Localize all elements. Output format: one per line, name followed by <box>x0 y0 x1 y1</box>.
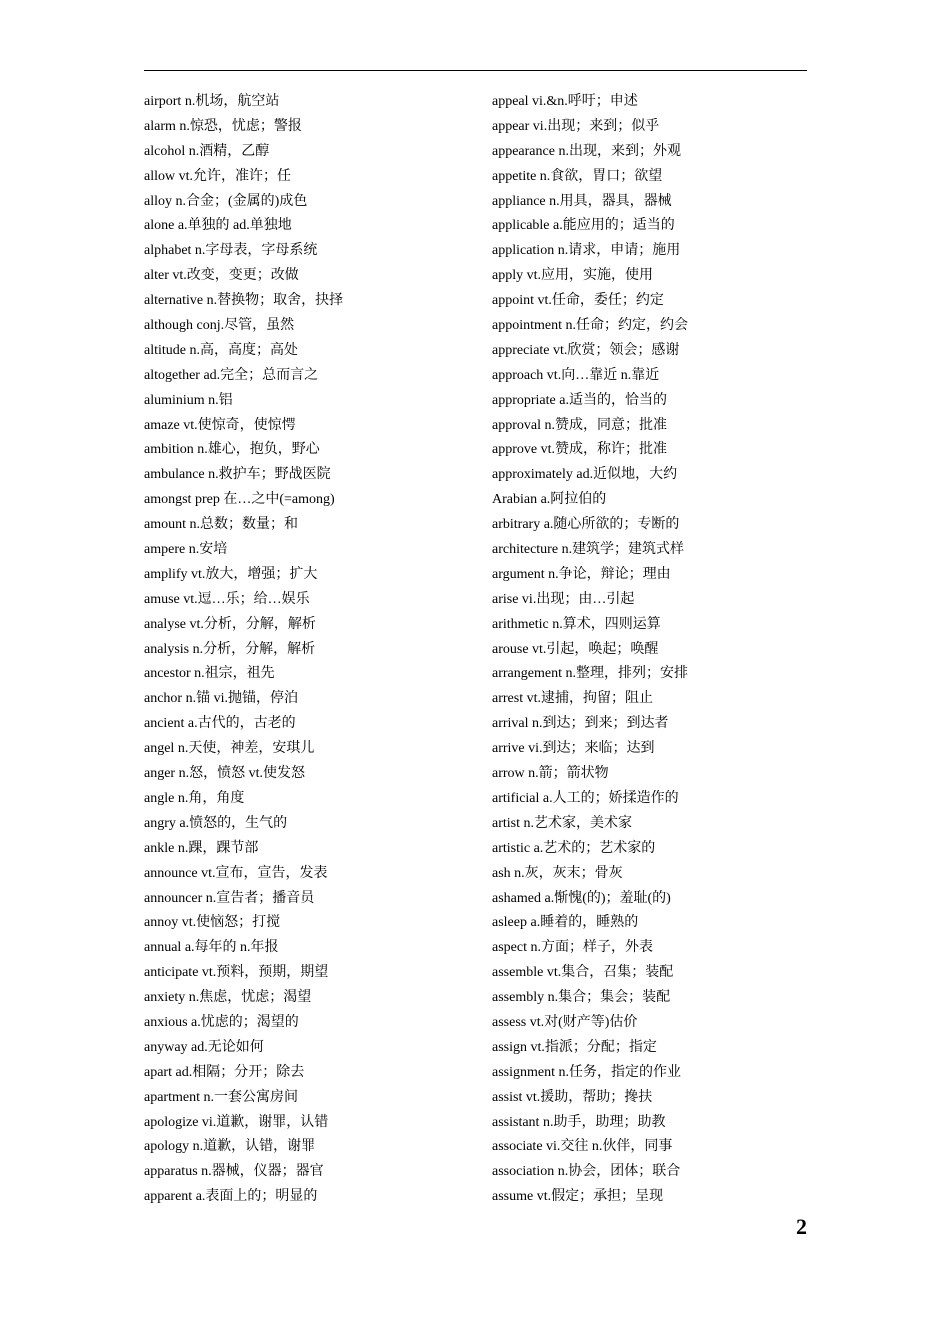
vocabulary-entry: architecture n.建筑学；建筑式样 <box>492 542 685 558</box>
vocabulary-entry: appreciate vt.欣赏；领会；感谢 <box>492 342 680 358</box>
vocabulary-entry: arbitrary a.随心所欲的；专断的 <box>492 517 680 533</box>
vocabulary-entry: angle n.角，角度 <box>144 790 245 806</box>
vocabulary-entry: assign vt.指派；分配；指定 <box>492 1039 657 1055</box>
vocabulary-entry: arrival n.到达；到来；到达者 <box>492 716 669 732</box>
vocabulary-entry: altogether ad.完全；总而言之 <box>144 367 319 383</box>
vocabulary-entry: ash n.灰，灰末；骨灰 <box>492 865 623 881</box>
vocabulary-entry: artistic a.艺术的；艺术家的 <box>492 840 656 856</box>
vocabulary-entry: announcer n.宣告者；播音员 <box>144 890 315 906</box>
vocabulary-entry: ankle n.踝，踝节部 <box>144 840 259 856</box>
vocabulary-entry: anyway ad.无论如何 <box>144 1039 264 1055</box>
vocabulary-entry: arrangement n.整理，排列；安排 <box>492 666 688 682</box>
vocabulary-entry: Arabian a.阿拉伯的 <box>492 492 607 508</box>
vocabulary-entry: amaze vt.使惊奇，使惊愕 <box>144 417 296 433</box>
vocabulary-entry: arrest vt.逮捕，拘留；阻止 <box>492 691 653 707</box>
vocabulary-entry: assist vt.援助，帮助；搀扶 <box>492 1089 653 1105</box>
vocabulary-entry: alternative n.替换物；取舍，抉择 <box>144 293 344 309</box>
vocabulary-entry: anxious a.忧虑的；渴望的 <box>144 1014 299 1030</box>
vocabulary-entry: apartment n.一套公寓房间 <box>144 1089 298 1105</box>
vocabulary-entry: assembly n.集合；集会；装配 <box>492 990 671 1006</box>
vocabulary-entry: arrive vi.到达；来临；达到 <box>492 741 655 757</box>
vocabulary-entry: application n.请求，申请；施用 <box>492 243 681 259</box>
vocabulary-entry: argument n.争论，辩论；理由 <box>492 566 671 582</box>
vocabulary-entry: apparatus n.器械，仪器；器官 <box>144 1164 324 1180</box>
vocabulary-entry: artificial a.人工的；娇揉造作的 <box>492 790 679 806</box>
vocabulary-entry: approach vt.向…靠近 n.靠近 <box>492 367 660 383</box>
vocabulary-entry: apparent a.表面上的；明显的 <box>144 1189 318 1205</box>
vocabulary-entry: alloy n.合金；(金属的)成色 <box>144 193 308 209</box>
vocabulary-entry: arouse vt.引起，唤起；唤醒 <box>492 641 659 657</box>
vocabulary-entry: approximately ad.近似地，大约 <box>492 467 678 483</box>
vocabulary-entry: altitude n.高，高度；高处 <box>144 342 298 358</box>
vocabulary-entry: ancestor n.祖宗，祖先 <box>144 666 275 682</box>
vocabulary-entry: assignment n.任务，指定的作业 <box>492 1064 681 1080</box>
vocabulary-entry: anger n.怒，愤怒 vt.使发怒 <box>144 766 305 782</box>
vocabulary-entry: ampere n.安培 <box>144 542 228 558</box>
vocabulary-entry: assess vt.对(财产等)估价 <box>492 1014 638 1030</box>
vocabulary-entry: alone a.单独的 ad.单独地 <box>144 218 292 234</box>
vocabulary-column-right <box>492 90 812 1210</box>
vocabulary-entry: appear vi.出现；来到；似乎 <box>492 118 660 134</box>
vocabulary-entry: assistant n.助手，助理；助教 <box>492 1114 666 1130</box>
vocabulary-entry: ambition n.雄心，抱负，野心 <box>144 442 320 458</box>
vocabulary-entry: analysis n.分析，分解，解析 <box>144 641 316 657</box>
vocabulary-entry: aluminium n.铝 <box>144 392 233 408</box>
vocabulary-entry: appearance n.出现，来到；外观 <box>492 143 681 159</box>
vocabulary-entry: assume vt.假定；承担；呈现 <box>492 1189 664 1205</box>
vocabulary-entry: apart ad.相隔；分开；除去 <box>144 1064 305 1080</box>
vocabulary-entry: angry a.愤怒的，生气的 <box>144 815 288 831</box>
vocabulary-entry: asleep a.睡着的，睡熟的 <box>492 915 639 931</box>
vocabulary-entry: anticipate vt.预料，预期，期望 <box>144 965 329 981</box>
vocabulary-entry: alarm n.惊恐，忧虑；警报 <box>144 118 302 134</box>
vocabulary-entry: amount n.总数；数量；和 <box>144 517 298 533</box>
vocabulary-entry: airport n.机场，航空站 <box>144 94 280 109</box>
vocabulary-entry: appliance n.用具，器具，器械 <box>492 193 672 209</box>
vocabulary-entry: arithmetic n.算术，四则运算 <box>492 616 661 632</box>
vocabulary-entry: announce vt.宣布，宣告，发表 <box>144 865 328 881</box>
vocabulary-entry: appoint vt.任命，委任；约定 <box>492 293 664 309</box>
vocabulary-column-left <box>144 90 474 1210</box>
vocabulary-entry: applicable a.能应用的；适当的 <box>492 218 675 234</box>
vocabulary-entry: angel n.天使，神差，安琪儿 <box>144 741 315 757</box>
vocabulary-entry: approval n.赞成，同意；批准 <box>492 417 667 433</box>
vocabulary-entry: alcohol n.酒精，乙醇 <box>144 143 270 159</box>
vocabulary-entry: associate vi.交往 n.伙伴，同事 <box>492 1139 673 1155</box>
vocabulary-entry: assemble vt.集合，召集；装配 <box>492 965 674 981</box>
vocabulary-entry: appetite n.食欲，胃口；欲望 <box>492 168 663 184</box>
vocabulary-entry: appeal vi.&n.呼吁；申述 <box>492 94 638 109</box>
vocabulary-entry: appointment n.任命；约定，约会 <box>492 318 688 334</box>
page-number: 2 <box>796 1214 807 1239</box>
vocabulary-entry: analyse vt.分析，分解，解析 <box>144 616 316 632</box>
vocabulary-entry: apologize vi.道歉，谢罪，认错 <box>144 1114 329 1130</box>
vocabulary-entry: anchor n.锚 vi.抛锚，停泊 <box>144 691 298 707</box>
vocabulary-entry: amuse vt.逗…乐；给…娱乐 <box>144 591 310 607</box>
vocabulary-entry: apology n.道歉，认错，谢罪 <box>144 1139 316 1155</box>
vocabulary-entry: approve vt.赞成，称许；批准 <box>492 442 667 458</box>
vocabulary-entry: aspect n.方面；样子，外表 <box>492 940 653 956</box>
vocabulary-entry: amplify vt.放大，增强；扩大 <box>144 566 318 582</box>
vocabulary-entry: alphabet n.字母表，字母系统 <box>144 243 318 259</box>
vocabulary-entry: anxiety n.焦虑，忧虑；渴望 <box>144 990 312 1006</box>
vocabulary-entry: artist n.艺术家，美术家 <box>492 815 632 831</box>
vocabulary-entry: arise vi.出现；由…引起 <box>492 591 635 607</box>
vocabulary-entry: association n.协会，团体；联合 <box>492 1164 681 1180</box>
vocabulary-entry: ambulance n.救护车；野战医院 <box>144 467 331 483</box>
vocabulary-entry: allow vt.允许，准许；任 <box>144 168 291 184</box>
vocabulary-entry: ancient a.古代的，古老的 <box>144 716 296 732</box>
vocabulary-entry: arrow n.箭；箭状物 <box>492 766 609 782</box>
vocabulary-entry: amongst prep 在…之中(=among) <box>144 492 335 508</box>
vocabulary-entry: alter vt.改变，变更；改做 <box>144 268 299 284</box>
vocabulary-entry: ashamed a.惭愧(的)；羞耻(的) <box>492 890 671 906</box>
vocabulary-entry: apply vt.应用，实施，使用 <box>492 268 653 284</box>
vocabulary-entry: appropriate a.适当的，恰当的 <box>492 392 667 408</box>
vocabulary-entry: although conj.尽管，虽然 <box>144 318 295 334</box>
vocabulary-entry: annual a.每年的 n.年报 <box>144 940 279 956</box>
vocabulary-entry: annoy vt.使恼怒；打搅 <box>144 915 281 931</box>
header-rule <box>144 70 807 71</box>
